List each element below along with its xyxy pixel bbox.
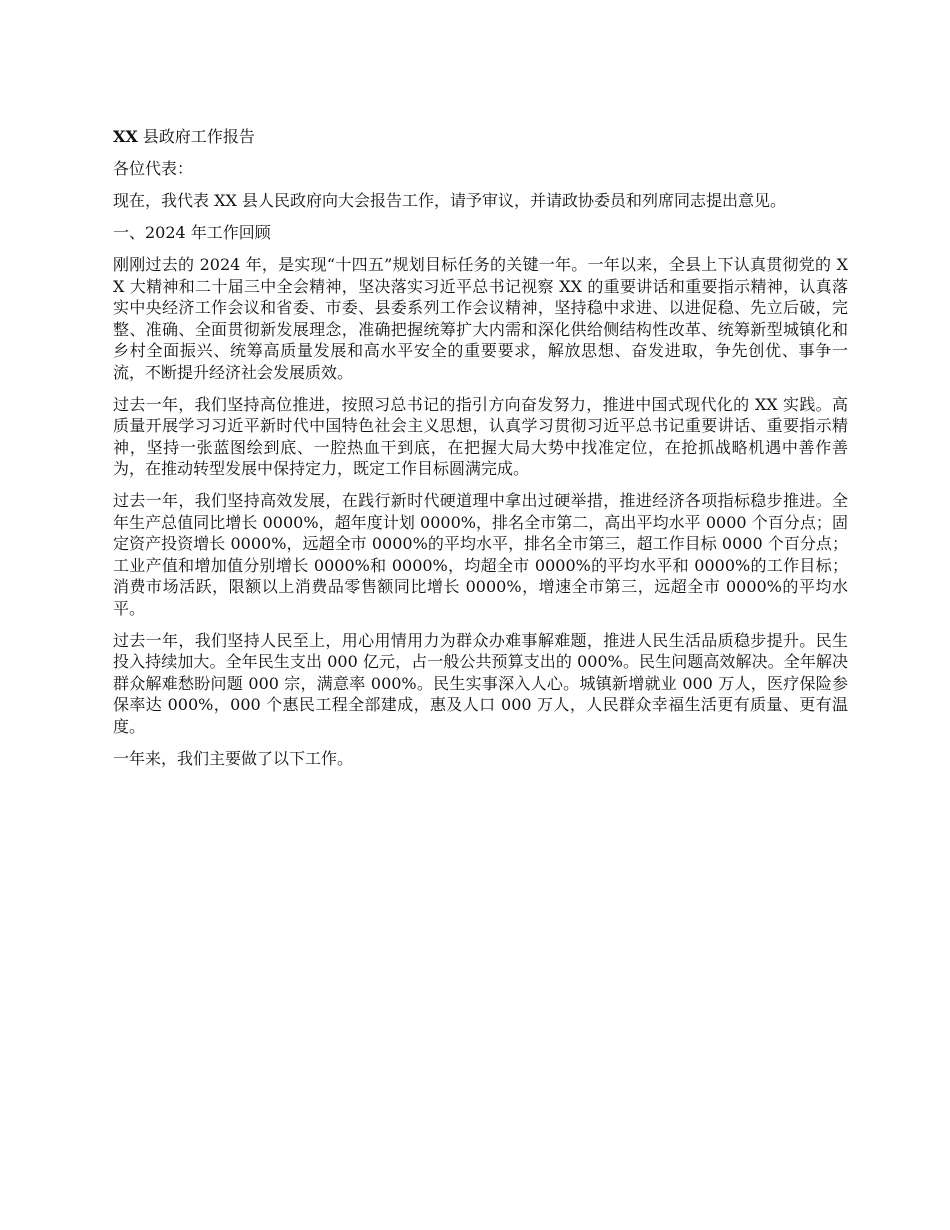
paragraph-review: 刚刚过去的 2024 年，是实现“十四五”规划目标任务的关键一年。一年以来，全县上下认真贯彻党的 XX 大精神和二十届三中全会精神，坚决落实习近平总书记视察 XX 的重要讲话和重要指示精神，认真落实中央经济工作会议和省委、市委、县委系列工作会议精神，坚持稳中求进、以进促稳、先立后破，完整、准确、全面贯彻新发展理念，准确把握统筹扩大内需和深化供给侧结构性改革、统筹新型城镇化和乡村全面振兴、统筹高质量发展和高水平安全的重要要求，解放思想、奋发进取，争先创优、事争一流，不断提升经济社会发展质效。 <box>113 255 848 382</box>
title-prefix: XX <box>113 127 138 146</box>
document-page <box>113 126 848 780</box>
paragraph-high-position: 过去一年，我们坚持高位推进，按照习总书记的指引方向奋发努力，推进中国式现代化的 XX 实践。高质量开展学习习近平新时代中国特色社会主义思想，认真学习贯彻习近平总书记重要讲话、重要指示精神，坚持一张蓝图绘到底、一腔热血干到底，在把握大局大势中找准定位，在抢抓战略机遇中善作善为，在推动转型发展中保持定力，既定工作目标圆满完成。 <box>113 394 848 478</box>
paragraph-high-efficiency: 过去一年，我们坚持高效发展，在践行新时代硬道理中拿出过硬举措，推进经济各项指标稳步推进。全年生产总值同比增长 0000%，超年度计划 0000%，排名全市第二，高出平均水平 0000 个百分点；固定资产投资增长 0000%，远超全市 0000%的平均水平，排名全市第三，超工作目标 0000 个百分点；工业产值和增加值分别增长 0000%和 0000%，均超全市 0000%的平均水平和 0000%的工作目标；消费市场活跃，限额以上消费品零售额同比增长 0000%，增速全市第三，远超全市 0000%的平均水平。 <box>113 491 848 618</box>
salutation: 各位代表： <box>113 159 194 178</box>
paragraph-intro: 现在，我代表 XX 县人民政府向大会报告工作，请予审议，并请政协委员和列席同志提出意见。 <box>113 191 786 210</box>
paragraph-summary: 一年来，我们主要做了以下工作。 <box>113 748 354 768</box>
paragraph-people-first: 过去一年，我们坚持人民至上，用心用情用力为群众办难事解难题，推进人民生活品质稳步提升。民生投入持续加大。全年民生支出 000 亿元，占一般公共预算支出的 000%。民生问题高效解决。全年解决群众解难愁盼问题 000 宗，满意率 000%。民生实事深入人心。城镇新增就业 000 万人，医疗保险参保率达 000%，000 个惠民工程全部建成，惠及人口 000 万人，人民群众幸福生活更有质量、更有温度。 <box>113 630 848 736</box>
section-heading: 一、2024 年工作回顾 <box>113 223 271 242</box>
title-rest: 县政府工作报告 <box>137 127 255 146</box>
document-title <box>113 126 848 148</box>
